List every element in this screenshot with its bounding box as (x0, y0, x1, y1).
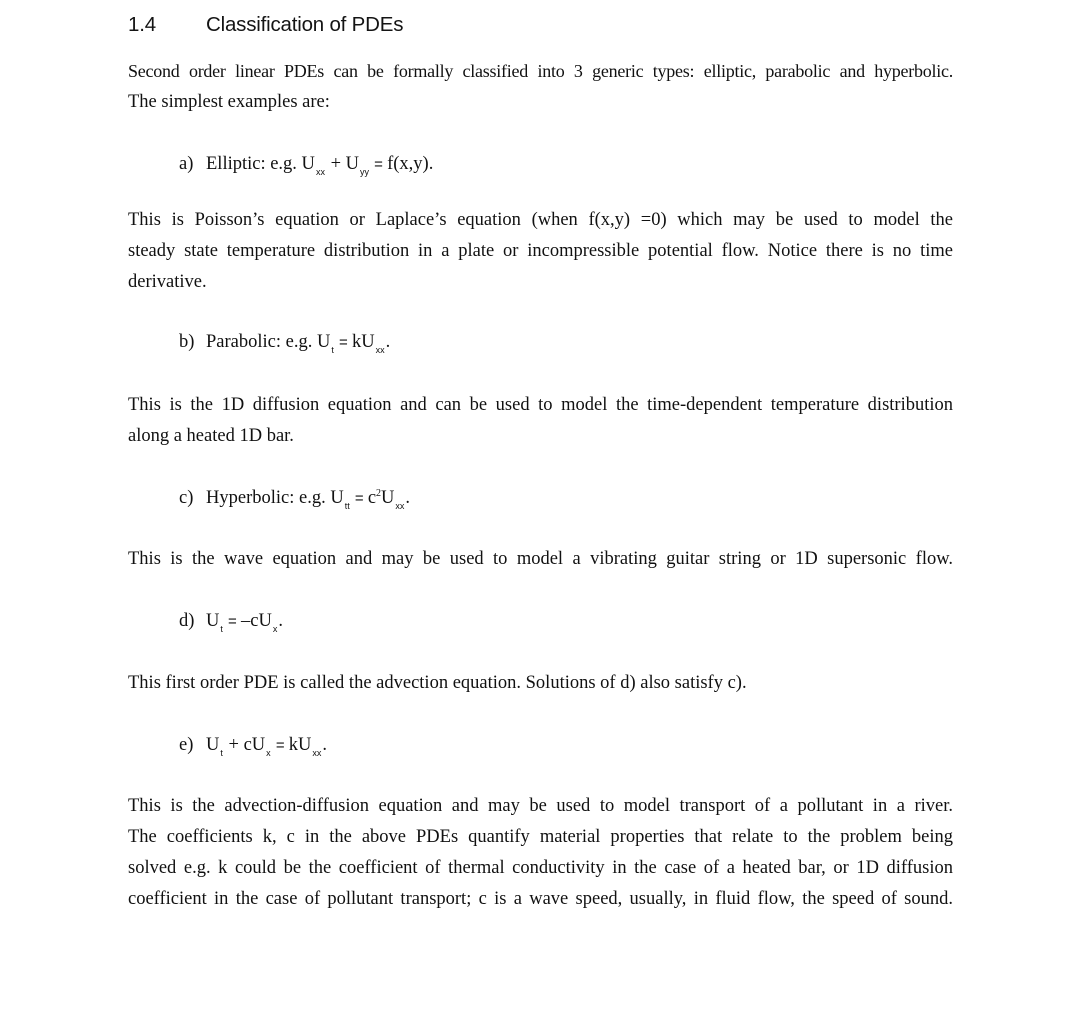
equation-b (179, 328, 390, 358)
section-heading (128, 13, 403, 37)
description-d (128, 668, 953, 699)
description-a-line-1: This is Poisson’s equation or Laplace’s equation (when f(x,y) =0) which may be used to model the (128, 210, 953, 230)
equation-c-text: Hyperbolic: e.g. U (206, 488, 344, 508)
description-d-line-1: This first order PDE is called the advection equation. Solutions of d) also satisfy c). (128, 673, 747, 693)
description-a (128, 205, 953, 298)
description-e-line-4: coefficient in the case of pollutant transport; c is a wave speed, usually, in fluid flow, the speed of sound. (128, 889, 953, 909)
equation-c-equals: = (350, 490, 368, 507)
equation-e (179, 731, 327, 761)
equation-b-text: Parabolic: e.g. U (206, 332, 331, 352)
equation-d-sub2: x (272, 624, 278, 634)
equation-d-rhs: –cU (241, 611, 272, 631)
equation-a (179, 150, 433, 180)
description-b-line-2: along a heated 1D bar. (128, 426, 294, 446)
equation-a-sub2: yy (359, 167, 369, 177)
equation-c-sub1: tt (344, 501, 350, 511)
equation-e-equals: = (271, 737, 289, 754)
equation-b-label: b) (179, 332, 195, 352)
description-b (128, 390, 953, 452)
equation-a-plus: + U (325, 154, 359, 174)
equation-a-rhs: f(x,y). (387, 154, 434, 174)
equation-e-rhs: kU (288, 735, 312, 755)
equation-a-text: Elliptic: e.g. U (206, 154, 315, 174)
intro-paragraph (128, 56, 953, 118)
equation-c-sub2: xx (395, 501, 405, 511)
equation-e-sub1: t (220, 748, 223, 758)
equation-b-sub1: t (331, 345, 334, 355)
equation-e-sub2: x (266, 748, 271, 758)
description-b-line-1: This is the 1D diffusion equation and can be used to model the time-dependent temperature distribution (128, 395, 953, 415)
equation-b-equals: = (334, 334, 352, 351)
equation-d (179, 607, 283, 637)
equation-e-text: U (206, 735, 220, 755)
equation-c-rhs: c (367, 488, 377, 508)
equation-d-text: U (206, 611, 220, 631)
equation-a-equals: = (369, 156, 388, 173)
equation-a-label: a) (179, 154, 194, 174)
intro-line-1: Second order linear PDEs can be formally classified into 3 generic types: elliptic, parabolic and hyperbolic. (128, 61, 953, 81)
equation-d-equals: = (223, 613, 241, 630)
equation-c-end: . (405, 488, 411, 508)
equation-b-rhs: kU (351, 332, 375, 352)
description-e (128, 791, 953, 915)
description-a-line-3: derivative. (128, 272, 207, 292)
description-e-line-1: This is the advection-diffusion equation and may be used to model transport of a pollutant in a river. (128, 796, 953, 816)
equation-d-end: . (278, 611, 283, 631)
equation-c (179, 484, 410, 515)
intro-line-2: The simplest examples are: (128, 92, 330, 112)
description-a-line-2: steady state temperature distribution in a plate or incompressible potential flow. Notice there is no time (128, 241, 953, 261)
equation-e-label: e) (179, 735, 194, 755)
equation-e-end: . (322, 735, 328, 755)
equation-e-plus: + cU (223, 735, 266, 755)
equation-e-sub3: xx (312, 748, 322, 758)
equation-a-sub1: xx (315, 167, 325, 177)
description-c (128, 544, 953, 575)
section-number: 1.4 (128, 13, 156, 36)
equation-b-sub2: xx (375, 345, 385, 355)
equation-d-label: d) (179, 611, 195, 631)
equation-c-rhs2: U (381, 488, 395, 508)
equation-d-sub1: t (220, 624, 223, 634)
equation-c-label: c) (179, 488, 194, 508)
description-c-line-1: This is the wave equation and may be used to model a vibrating guitar string or 1D supersonic flow. (128, 549, 953, 569)
description-e-line-3: solved e.g. k could be the coefficient of thermal conductivity in the case of a heated bar, or 1D diffusion (128, 858, 953, 878)
description-e-line-2: The coefficients k, c in the above PDEs quantify material properties that relate to the problem being (128, 827, 953, 847)
equation-c-sup: 2 (376, 488, 382, 499)
section-title: Classification of PDEs (206, 13, 404, 36)
equation-b-end: . (385, 332, 391, 352)
